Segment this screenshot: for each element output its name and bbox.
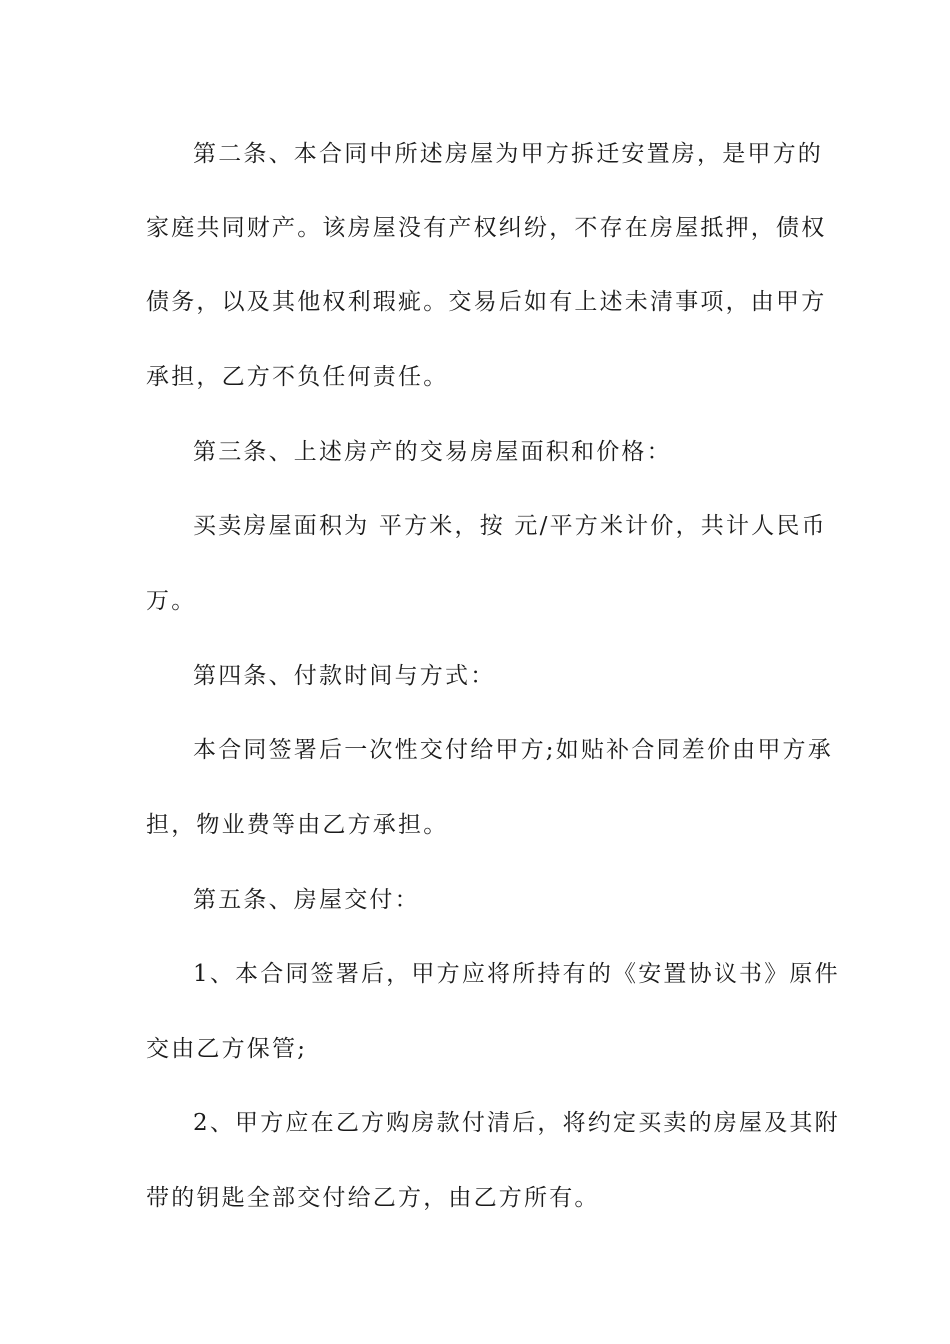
article-5-item-1-line-1: 1、本合同签署后，甲方应将所持有的《安置协议书》原件 <box>193 961 840 987</box>
article-5-item-2-line-2: 带的钥匙全部交付给乙方，由乙方所有。 <box>146 1185 600 1211</box>
article-2-line-1: 第二条、本合同中所述房屋为甲方拆迁安置房，是甲方的 <box>193 141 823 167</box>
article-3-line-2: 万。 <box>146 588 197 614</box>
article-5-item-1-line-2: 交由乙方保管; <box>146 1036 308 1062</box>
article-4-line-2: 担，物业费等由乙方承担。 <box>146 812 449 838</box>
article-5-heading: 第五条、房屋交付： <box>193 887 420 913</box>
article-3-line-1: 买卖房屋面积为 平方米，按 元/平方米计价，共计人民币 <box>193 513 827 539</box>
article-4-heading: 第四条、付款时间与方式： <box>193 663 496 689</box>
article-2-line-4: 承担，乙方不负任何责任。 <box>146 364 449 390</box>
article-3-heading: 第三条、上述房产的交易房屋面积和价格： <box>193 439 672 465</box>
article-5-item-2-line-1: 2、甲方应在乙方购房款付清后，将约定买卖的房屋及其附 <box>193 1110 840 1136</box>
article-4-line-1: 本合同签署后一次性交付给甲方;如贴补合同差价由甲方承 <box>193 737 833 763</box>
article-2-line-3: 债务，以及其他权利瑕疵。交易后如有上述未清事项，由甲方 <box>146 289 827 315</box>
article-2-line-2: 家庭共同财产。该房屋没有产权纠纷，不存在房屋抵押，债权 <box>146 215 827 241</box>
